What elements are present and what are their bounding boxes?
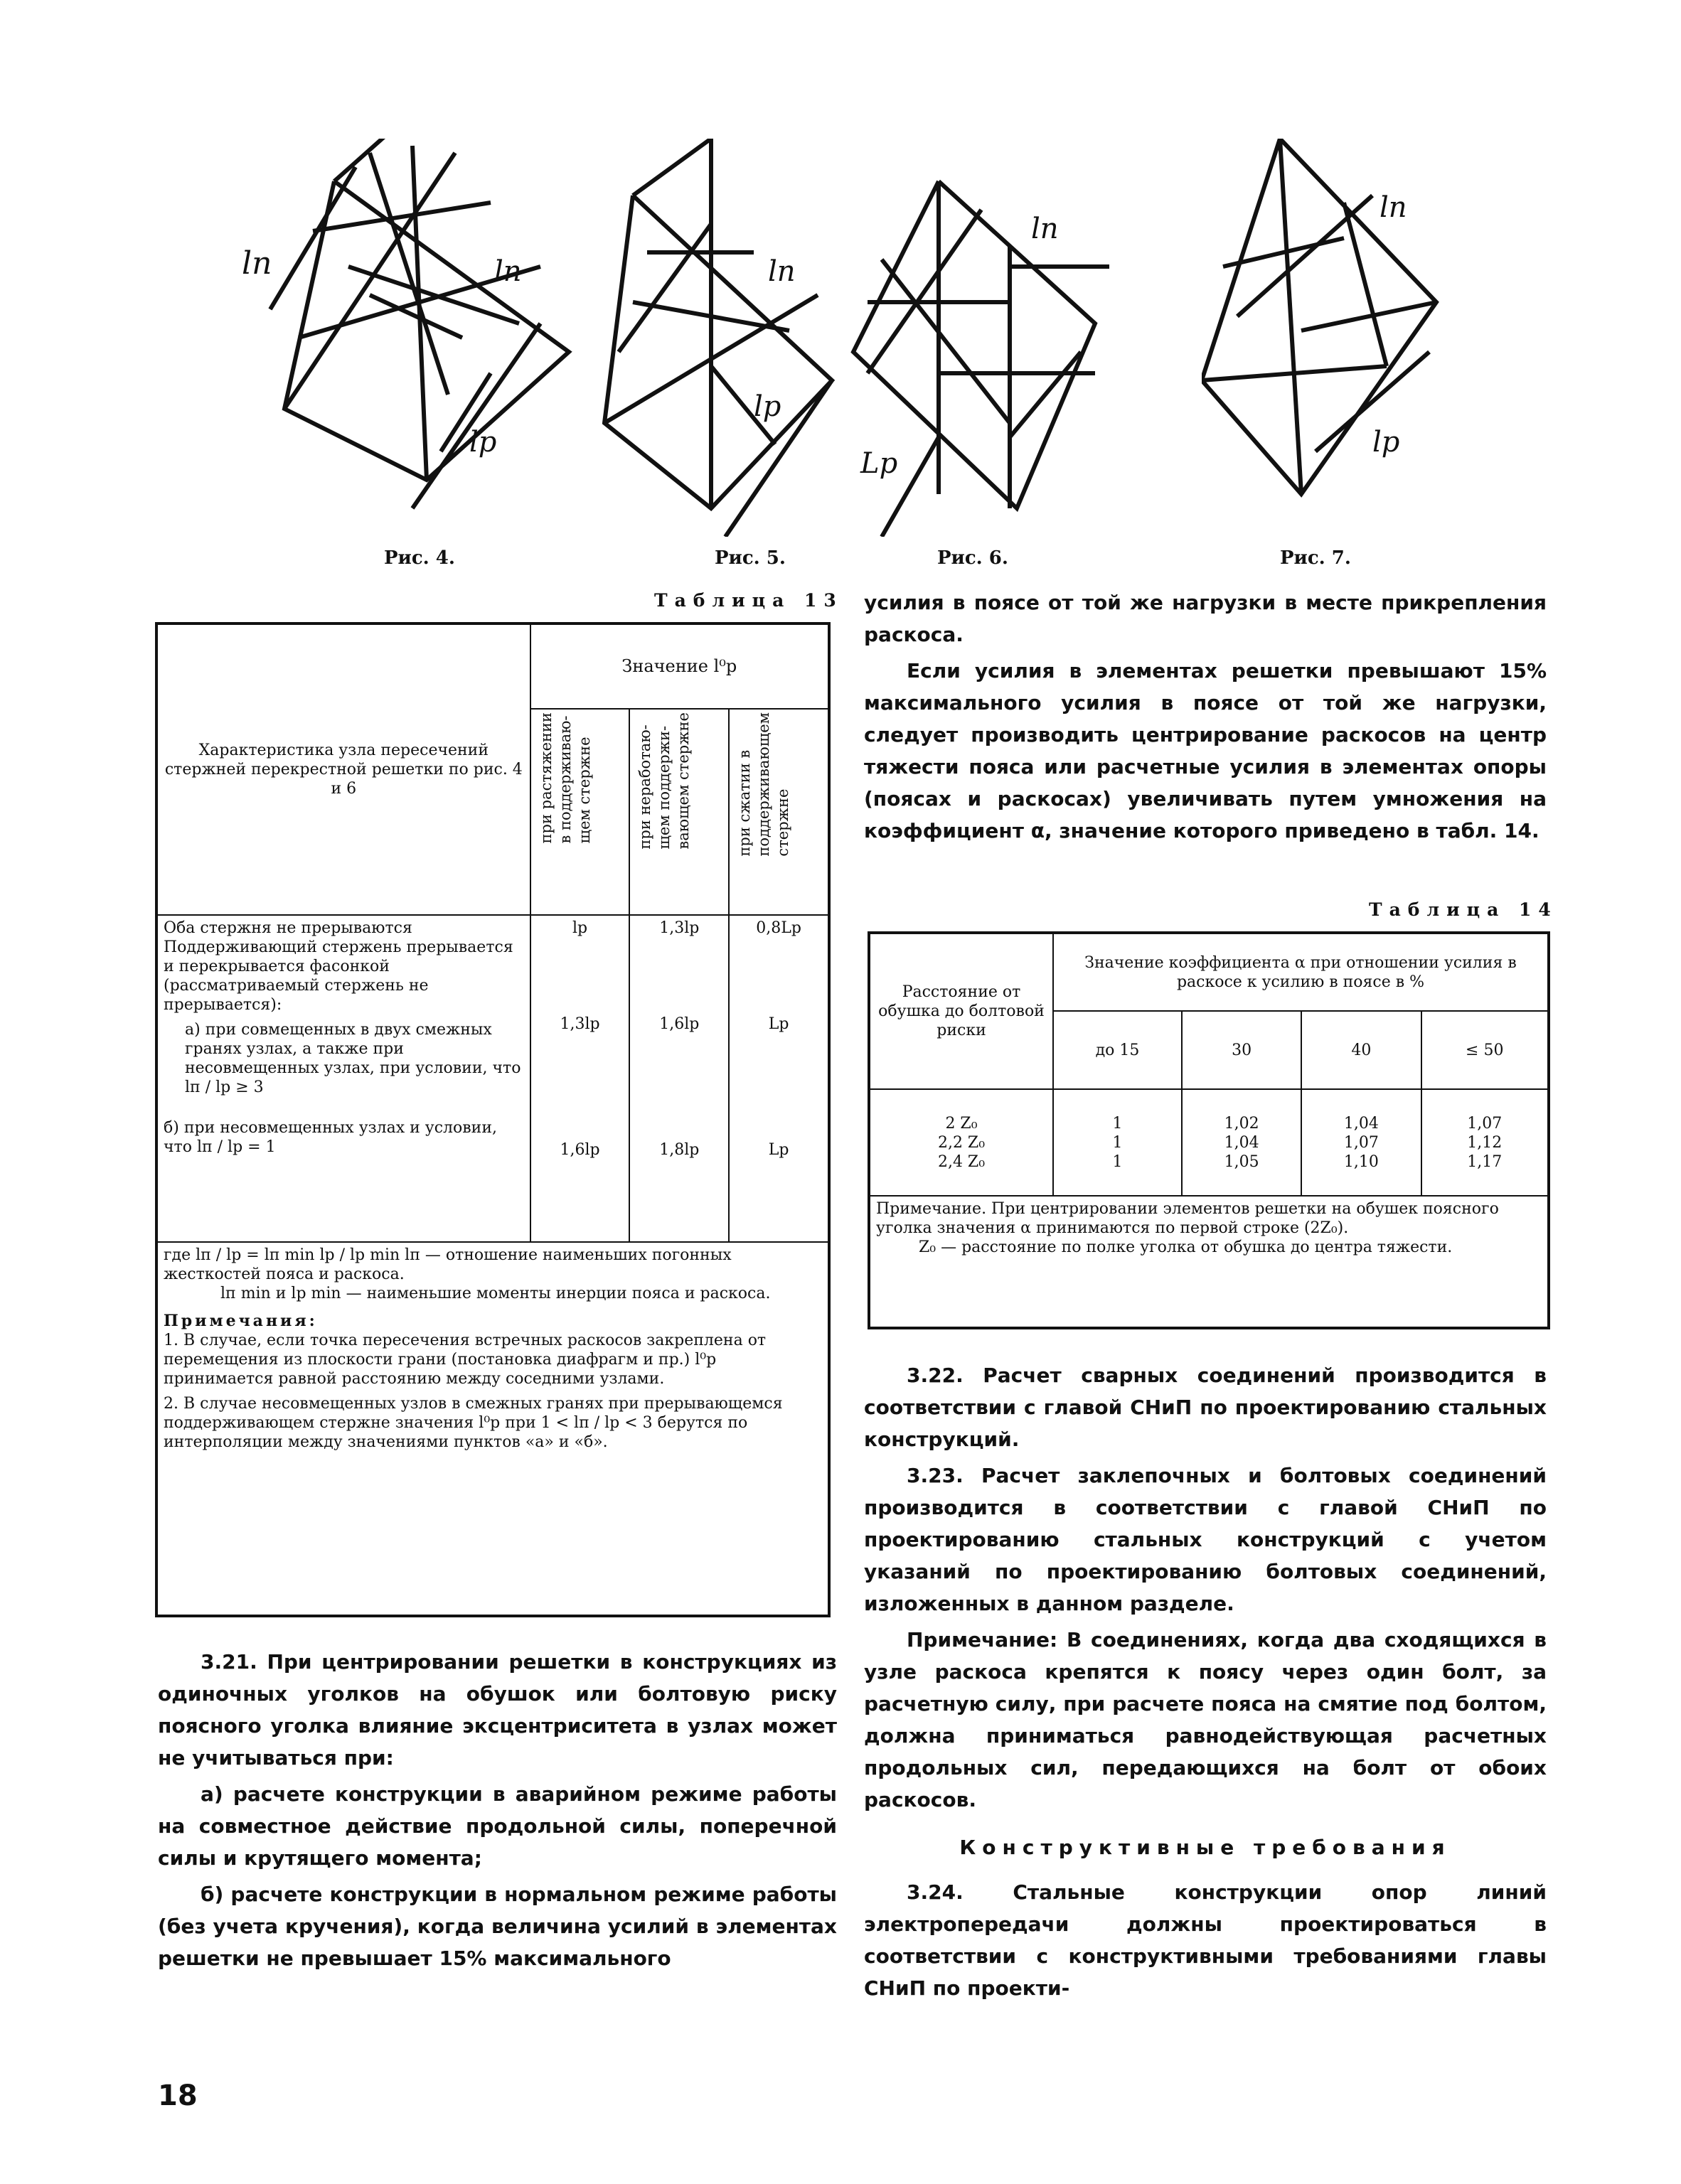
t14-r1-c1: 1,04 bbox=[1224, 1133, 1259, 1152]
fig5-label-ln: lп bbox=[768, 255, 796, 288]
t13-r0-v2: 1,3lр bbox=[659, 919, 700, 937]
fig6-label-Lp: Lр bbox=[860, 447, 898, 480]
fig6-label-ln: lп bbox=[1031, 213, 1059, 245]
table-14-note: Примечание. При центрировании элементов решетки на обушек поясного уголка значения α принимаются по первой строке (2Z₀). bbox=[876, 1200, 1499, 1237]
para-3-21: 3.21. При центрировании решетки в конструкциях из одиночных уголков на обушок или болтовую риску поясного уголка влияние эксцентриситета в узлах может не учитываться при: bbox=[158, 1650, 837, 1770]
t14-r2-c3: 1,17 bbox=[1467, 1152, 1503, 1171]
right-bottom-text bbox=[864, 1359, 1547, 2008]
table-13-values-col2 bbox=[629, 915, 729, 1242]
t14-r0-c2: 1,04 bbox=[1343, 1114, 1379, 1133]
table-14-caption: Таблица 14 bbox=[1369, 899, 1558, 920]
table-14-c3 bbox=[1421, 1089, 1549, 1196]
t14-r0-c3: 1,07 bbox=[1467, 1114, 1503, 1133]
para-3-22: 3.22. Расчет сварных соединений производится в соответствии с главой СНиП по проектированию стальных конструкций. bbox=[864, 1364, 1547, 1451]
t13-r0-v1: lр bbox=[572, 919, 588, 937]
t14-r2-dist: 2,4 Z₀ bbox=[937, 1152, 986, 1171]
table-13-where2: lп min и lр min — наименьшие моменты инерции пояса и раскоса. bbox=[220, 1285, 771, 1302]
table-13-caption: Таблица 13 bbox=[654, 590, 843, 611]
figure-5 bbox=[590, 139, 853, 537]
table-13-row3-text: б) при несовмещенных узлах и условии, что lп / lр = 1 bbox=[164, 1119, 497, 1156]
para-3-23: 3.23. Расчет заклепочных и болтовых соединений производится в соответствии с главой СНиП по проектированию стальных конструкций с учетом указаний по проектированию болтовых соединений, изложенных в данном разделе. bbox=[864, 1464, 1547, 1615]
t14-r2-c0: 1 bbox=[1112, 1152, 1123, 1171]
table-13-header-value: Значение l⁰р bbox=[530, 623, 829, 709]
table-13-row-text bbox=[156, 915, 530, 1242]
page-number: 18 bbox=[158, 2079, 198, 2112]
table-13-row1-text: Поддерживающий стержень прерывается и перекрывается фасонкой (рассматриваемый стержень не прерывается): bbox=[164, 938, 513, 1014]
table-13-col1: при растяжении в поддерживаю- щем стержне bbox=[537, 712, 593, 844]
table-14-dist bbox=[869, 1089, 1053, 1196]
table-13-header-left: Характеристика узла пересечений стержней перекрестной решетки по рис. 4 и 6 bbox=[156, 623, 530, 915]
right-top-p2: Если усилия в элементах решетки превышают 15% максимального усилия в поясе от той же нагрузки, следует производить центрирование раскосов на центр тяжести пояса или расчетные усилия в элементах опоры (поясах и раскосах) увеличивать путем умножения на коэффициент α, значение которого приведено в табл. 14. bbox=[864, 659, 1547, 842]
table-13 bbox=[155, 622, 831, 1617]
t13-r3-v1: 1,6lр bbox=[560, 1141, 600, 1159]
figure-7-caption: Рис. 7. bbox=[1280, 547, 1351, 569]
t14-r1-dist: 2,2 Z₀ bbox=[937, 1133, 986, 1152]
t13-r0-v3: 0,8Lр bbox=[756, 919, 801, 937]
table-14-c2 bbox=[1301, 1089, 1421, 1196]
table-13-row0-text: Оба стержня не прерываются bbox=[164, 919, 412, 937]
table-13-values-col1 bbox=[530, 915, 630, 1242]
figure-4-caption: Рис. 4. bbox=[384, 547, 455, 569]
left-bottom-text bbox=[158, 1646, 837, 1979]
table-13-note1: 1. В случае, если точка пересечения встречных раскосов закреплена от перемещения из плоскости грани (постановка диафрагм и пр.) l⁰р принимается равной расстоянию между соседними узлами. bbox=[164, 1332, 767, 1388]
t13-r3-v2: 1,8lр bbox=[659, 1141, 700, 1159]
t13-r3-v3: Lр bbox=[768, 1141, 789, 1159]
fig-label-ln: lп bbox=[242, 245, 272, 282]
fig5-label-lp: lр bbox=[754, 390, 781, 423]
para-note: Примечание: В соединениях, когда два сходящихся в узле раскоса крепятся к поясу через один болт, за расчетную силу, при расчете пояса на смятие под болтом, должна приниматься равнодействующая расчетных продольных сил, передающихся на болт от обоих раскосов. bbox=[864, 1628, 1547, 1811]
table-13-col3: при сжатии в поддерживающем стержне bbox=[736, 712, 792, 857]
table-14-c1 bbox=[1182, 1089, 1301, 1196]
table-13-notes bbox=[156, 1242, 829, 1616]
fig7-label-ln: lп bbox=[1380, 191, 1407, 224]
t13-r2-v1: 1,3lр bbox=[560, 1015, 600, 1033]
t14-r2-c2: 1,10 bbox=[1343, 1152, 1379, 1171]
fig-label-ln-2: lп bbox=[494, 255, 522, 288]
table-13-col2: при неработаю- щем поддержи- вающем стержне bbox=[636, 712, 693, 850]
t14-r0-c0: 1 bbox=[1112, 1114, 1123, 1133]
section-heading: Конструктивные требования bbox=[959, 1836, 1451, 1859]
figure-7 bbox=[1202, 139, 1472, 537]
table-14-note2: Z₀ — расстояние по полке уголка от обушка до центра тяжести. bbox=[919, 1238, 1453, 1256]
table-14-c0 bbox=[1053, 1089, 1182, 1196]
t14-r1-c3: 1,12 bbox=[1467, 1133, 1503, 1152]
t13-r2-v3: Lр bbox=[768, 1015, 789, 1033]
t14-r0-c1: 1,02 bbox=[1224, 1114, 1259, 1133]
figure-6 bbox=[839, 139, 1138, 537]
t14-r1-c2: 1,07 bbox=[1343, 1133, 1379, 1152]
table-14 bbox=[868, 931, 1550, 1329]
table-13-values-col3 bbox=[729, 915, 829, 1242]
right-top-text bbox=[864, 587, 1547, 851]
table-14-col-0: до 15 bbox=[1053, 1011, 1182, 1089]
table-14-col-2: 40 bbox=[1301, 1011, 1421, 1089]
t13-r2-v2: 1,6lр bbox=[659, 1015, 700, 1033]
t14-r1-c0: 1 bbox=[1112, 1133, 1123, 1152]
table-14-header-left: Расстояние от обушка до болтовой риски bbox=[869, 933, 1053, 1089]
figure-4 bbox=[228, 139, 583, 537]
table-13-where1: где lп / lр = lп min lр / lр min lп — отношение наименьших погонных жесткостей пояса и раскоса. bbox=[164, 1246, 732, 1283]
table-14-header-top: Значение коэффициента α при отношении усилия в раскосе к усилию в поясе в % bbox=[1053, 933, 1549, 1011]
table-14-col-1: 30 bbox=[1182, 1011, 1301, 1089]
table-14-col-3: ≤ 50 bbox=[1421, 1011, 1549, 1089]
right-top-p1: усилия в поясе от той же нагрузки в месте прикрепления раскоса. bbox=[864, 591, 1547, 646]
table-13-note2: 2. В случае несовмещенных узлов в смежных гранях при прерывающемся поддерживающем стержне значения l⁰р при 1 < lп / lр < 3 берутся по интерполяции между значениями пунктов «а» и «б». bbox=[164, 1395, 783, 1451]
para-3-24: 3.24. Стальные конструкции опор линий электропередачи должны проектироваться в соответствии с конструктивными требованиями главы СНиП по проекти- bbox=[864, 1880, 1547, 2000]
figure-6-caption: Рис. 6. bbox=[937, 547, 1008, 569]
fig7-label-lp: lр bbox=[1372, 426, 1400, 459]
fig-label-lp: lр bbox=[469, 426, 497, 459]
table-14-notes bbox=[869, 1196, 1549, 1328]
figure-5-caption: Рис. 5. bbox=[715, 547, 786, 569]
table-13-row2-text: а) при совмещенных в двух смежных гранях узлах, а также при несовмещенных узлах, при условии, что lп / lр ≥ 3 bbox=[185, 1021, 521, 1096]
t14-r0-dist: 2 Z₀ bbox=[945, 1114, 978, 1133]
para-3-21-b: б) расчете конструкции в нормальном режиме работы (без учета кручения), когда величина усилий в элементах решетки не превышает 15% максимального bbox=[158, 1883, 837, 1970]
para-3-21-a: а) расчете конструкции в аварийном режиме работы на совместное действие продольной силы, поперечной силы и крутящего момента; bbox=[158, 1782, 837, 1870]
t14-r2-c1: 1,05 bbox=[1224, 1152, 1259, 1171]
table-13-note-title: Примечания: bbox=[164, 1312, 318, 1330]
